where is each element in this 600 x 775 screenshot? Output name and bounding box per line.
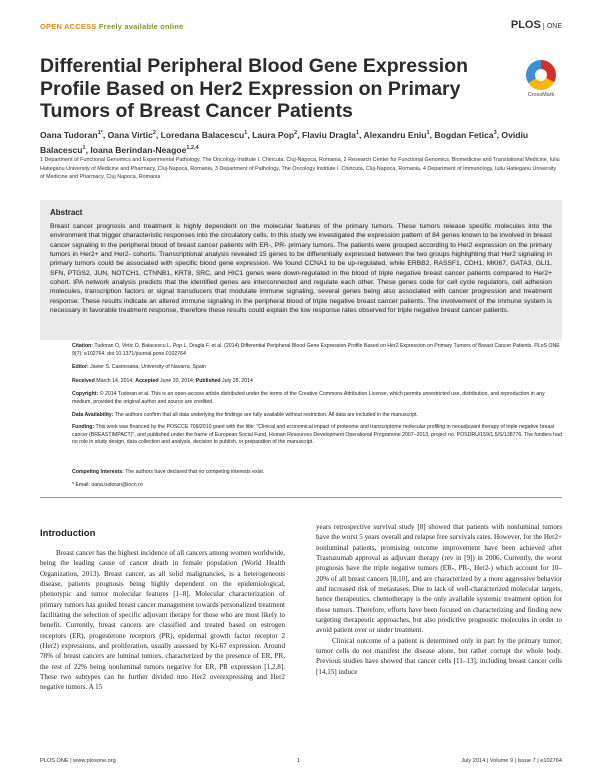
free-online-text: Freely available online [98,22,184,31]
author-affiliation-mark: 1 [244,130,248,136]
published-date: July 28, 2014 [222,378,253,384]
author-affiliation-mark: 2 [152,130,156,136]
author-name: Oana Tudoran$^{1*}$ [40,129,103,140]
copyright-text: © 2014 Tudoran et al. This is an open-access article distributed under the terms of the Creative Commons Attribution License, which permits unrestricted use, distribution, and reproduction in any medium, provided the original author and source are credited. [72,391,545,405]
author-name: Oana Virtic$^2$ [107,129,156,140]
dates-line [72,378,562,386]
intro-paragraph-2: Clinical outcome of a patient is determined only in part by the primary tumor; tumor cells do not manifest the disease alone, but rather corrupt the whole body. Previous studies have showed that cancer cells [11–13], including breast cancer cells [14,15] induce [316,636,562,676]
copyright-label: Copyright: [72,391,99,397]
editor-text: Javier S. Castresana, University of Navarra, Spain [90,364,206,370]
editor-line [72,364,562,372]
citation-label: Citation: [72,343,94,349]
author-name: Ioana Berindan-Neagoe$^{1,2,4}$ [90,144,199,155]
intro-paragraph-1-cont: years retrospective survival study [8] showed that patients with nonluminal tumors have the worst 5 years overall and relapse free survivals rates. However, for the Her2+ nonluminal patients, promising outcome improvement have been achieved after Trastuzumab approval as adjuvant therapy (rev in [9]) in 2006. Currently, the worst prognosis have the triple negative tumors (ER-, PR-, Her2-) which account for 10–20% of all breast cancers [8,10], and are characterized by a more aggressive behavior and increased risk of metastases. Due to lack of well-characterized molecular targets, hence therapeutics, chemotherapy is the only available systemic treatment option for these tumors. Therefore, efforts have been focused on characterizing and finding new targeting therapeutic approaches, but also predictive prognostic molecules in order to avoid patient over or under treatment. [316,523,562,635]
editor-label: Editor: [72,364,89,370]
intro-paragraph-1: Breast cancer has the highest incidence of all cancers among women worldwide, being the leading cause of cancer death in female population (World Health Organization, 2013). Breast cancer, as all solid malignancies, is a heterogeneous disease, patients prognosis being highly dependent on the epidemiological, phenotypic and tumor molecular features [1–8]. Molecular characterization of primary tumors has guided breast cancer management towards personalized treatment facilitating the selection of specific adjuvant therapy for those who are most likely to benefit. Currently, breast cancers are classified and treated based on estrogen receptors (ER), progesterone receptors (PR), epidermal growth factor receptor 2 (Her2) expressions, and proliferation, usually assessed by Ki-67 expression. Around 78% of breast cancers are luminal tumors, characterized by the presence of ER, PR, the rest of 22% being nonluminal tumors negative for ER, PR expression [1,2,8]. These two subtypes can be further divided into Her2 overexpressing and Her2 negative tumors. A 15 [40,549,285,692]
footer-issue: July 2014 | Volume 9 | Issue 7 | e102764 [461,758,562,764]
author-affiliation-mark: 1* [97,130,103,136]
crossmark-label: CrossMark [527,92,555,98]
author-name: Bogdan Fetica$^3$ [434,129,497,140]
journal-logo [511,19,562,31]
journal-header [40,19,562,38]
journal-name: PLOS [510,19,541,31]
crossmark-icon [526,60,556,90]
published-label: Published [195,378,221,384]
data-availability-text: The authors confirm that all data underlying the findings are fully available without restriction. All data are included in the manuscript. [114,412,418,418]
citation-text: Tudoran O, Virtic O, Balacescu L, Pop L, Dragla F, et al. (2014) Differential Peripheral Blood Gene Expression Profile Based on Her2 Expression on Primary Tumors of Breast Cancer Patients. PLoS ONE 9(7): e102764. doi:10.1371/journal.pone.0102764 [72,343,560,357]
author-affiliation-mark: 1 [82,144,86,151]
author-affiliation-mark: 2 [294,130,298,136]
author-affiliation-mark: 3 [493,130,497,136]
copyright-line [72,391,562,406]
open-access-text: OPEN ACCESS [40,22,97,31]
author-affiliation-mark: 1 [355,130,360,136]
affiliations: 1 Department of Functional Genomics and Experimental Pathology, The Oncology Institute I. Chiricuta, Cluj-Napoca, Romania, 2 Research Center for Functional Genomics, Biomedicine and Translational Medicine, Iuliu Hatieganu University of Medicine and Pharmacy, Cluj-Napoca, Romania, 3 Department of Pathology, The Oncology Institute I. Chiricuta, Cluj-Napoca, Romania, 4 Department of Immunology, Iuliu Hatieganu University of Medicine and Pharmacy, Cluj Napoca, Romania [40,157,560,181]
introduction-heading: Introduction [40,528,96,539]
author-name: Loredana Balacescu$^1$ [160,129,248,140]
funding-text: This work was financed by the POSCCE 709/2010 grant with the title: "Clinical and economical impact of proteome and transcriptome molecular profiling in neoadjuvant therapy of triple negative breast cancer (BREASTIMPACT)", and published under the frame of European Social Fund, Human Resources Development Operational Programme 2007–2013, project no. POSDRU/159/1.5/S/138776. The funders had no role in study design, data collection and analysis, decision to publish, or preparation of the manuscript. [72,424,562,446]
author-name: Flaviu Dragla$^1$ [301,129,360,140]
email-line[interactable] [72,482,562,490]
abstract-heading: Abstract [50,208,83,217]
author-affiliation-mark: 1 [426,130,430,136]
author-affiliation-mark: 1,2,4 [186,144,199,151]
funding-line [72,424,562,447]
data-availability-line [72,412,562,420]
page-number: 1 [297,758,301,764]
footer-journal: PLOS ONE | www.plosone.org [40,758,116,764]
left-column [40,548,285,753]
abstract-text: Breast cancer prognosis and treatment is highly dependent on the molecular features of the primary tumors. These tumors release specific molecules into the environment that trigger characteristic responses into the circulatory cells. In this study we investigated the expression pattern of 84 genes known to be involved in breast cancer signaling in the peripheral blood of breast cancer patients with ER-, PR- primary tumors. The patients were grouped according to Her2 expression on the primary tumors in Her2+ and Her2- cohorts. Transcriptional analysis revealed 15 genes to be differentially expressed between the two groups highlighting that Her2 signaling in primary tumors could be associated with specific blood gene expression. We found CCNA1 to be up-regulated, while ERBB2, RASSF1, CDH1, MKI67, GATA3, GLI1, SFN, PTGS2, JUN, NOTCH1, CTNNB1, KRT8, SRC, and HIC1 genes were down-regulated in the blood of triple negative breast cancer patients compared to Her2+ cohort. IPA network analysis predicts that the identified genes are interconnected and regulate each other. These genes code for cell cycle regulators, cell adhesion molecules, transcription factors or signal transducers that modulate immune signaling, several genes being also associated with cancer progression and treatment response. These results indicate an altered immune signaling in the peripheral blood of triple negative breast cancer patients. The involvement of the immune system is necessary in favorable treatment response, therefore these results could explain the low response rates observed for triple negative breast cancer patients. [50,223,552,315]
funding-label: Funding: [72,424,95,430]
page-footer [40,758,562,768]
received-date: March 14, 2014; [96,378,134,384]
meta-divider [40,497,562,498]
competing-interests-label: Competing Interests: [72,469,124,475]
author-name: Laura Pop$^2$ [252,129,298,140]
journal-one: ONE [543,23,562,30]
accepted-date: June 20, 2014; [160,378,195,384]
competing-interests-text: The authors have declared that no competing interests exist. [125,469,265,475]
author-list: Oana Tudoran$^{1*}$, Oana Virtic$^2$, Loredana Balacescu$^1$, Laura Pop$^2$, Flaviu Dragla$^1$, Alexandru Eniu$^1$, Bogdan Fetica$^3$, Ovidiu Balacescu$^1$, Ioana Berindan-Neagoe$^{1,2,4}$ [40,129,529,155]
right-column [316,522,562,752]
crossmark-badge[interactable] [520,60,562,98]
data-availability-label: Data Availability: [72,412,114,418]
article-title: Differential Peripheral Blood Gene Expression Profile Based on Her2 Expression on Primary Tumors of Breast Cancer Patients [40,55,469,122]
received-label: Received [72,378,95,384]
citation-line [72,343,562,358]
accepted-label: Accepted [135,378,159,384]
corresponding-email[interactable]: * Email: oana.tudoran@iocn.ro [72,482,143,488]
competing-interests-line [72,469,562,477]
abstract-box [40,200,562,340]
author-name: Alexandru Eniu$^1$ [363,129,430,140]
open-access-label [40,22,183,31]
author-name: Ovidiu Balacescu$^1$ [40,129,529,155]
